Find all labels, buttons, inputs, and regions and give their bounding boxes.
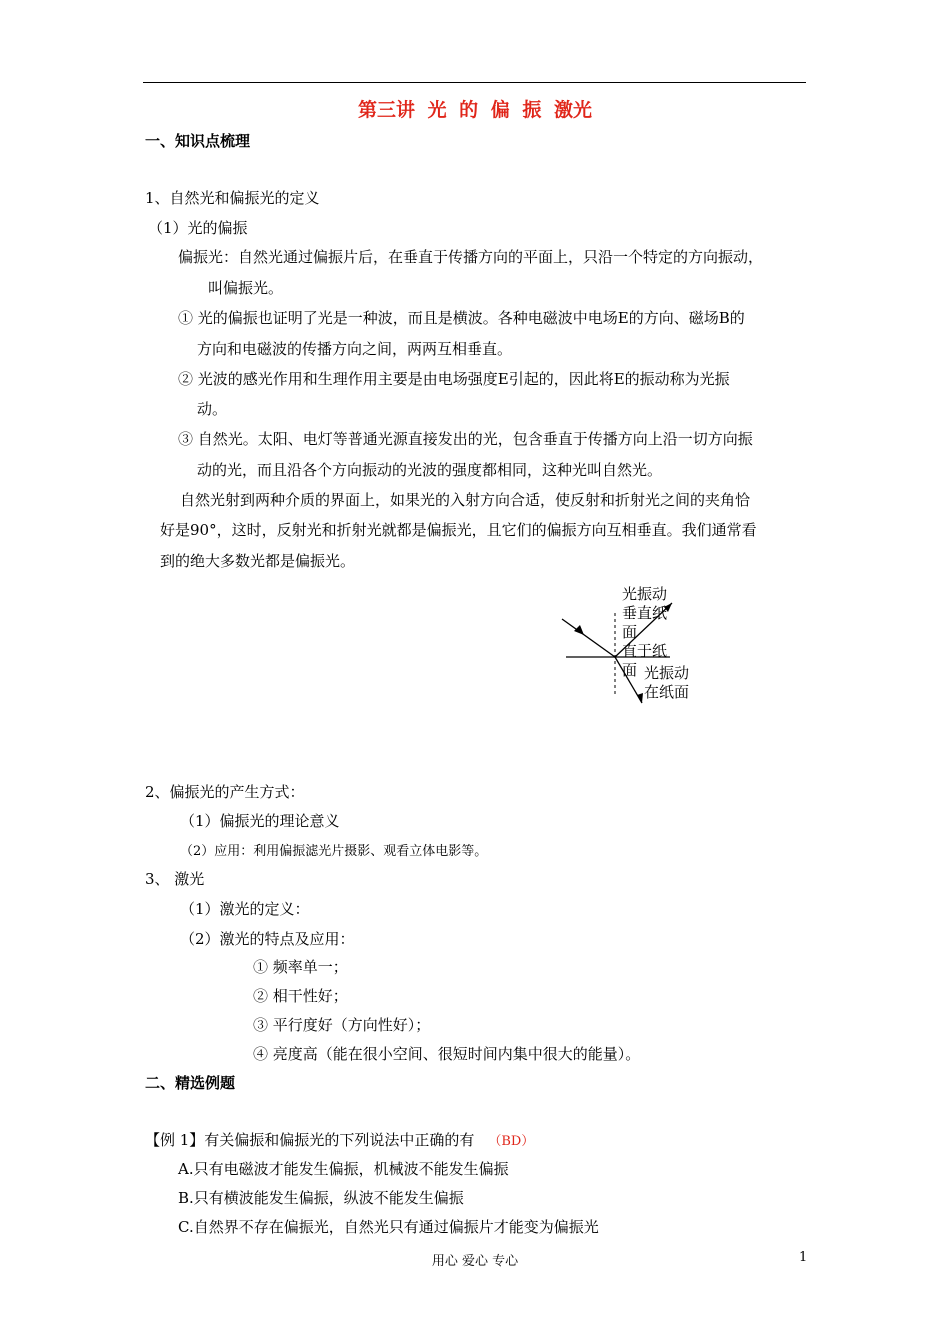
definition-line-2: 叫偏振光。 [208, 279, 284, 297]
natural-light-para-line-2: 好是90°，这时，反射光和折射光就都是偏振光，且它们的偏振方向互相垂直。我们通常看 [160, 521, 757, 539]
definition-line-1: 偏振光：自然光通过偏振片后，在垂直于传播方向的平面上，只沿一个特定的方向振动， [178, 248, 764, 266]
header-rule [143, 82, 806, 83]
example-1-stem: 【例 1】有关偏振和偏振光的下列说法中正确的有 [145, 1131, 475, 1149]
option-a: A.只有电磁波才能发生偏振，机械波不能发生偏振 [178, 1160, 509, 1178]
item-1-heading: 1、自然光和偏振光的定义 [145, 189, 320, 207]
label-perp-plane-2: 面 [622, 661, 638, 679]
point-1-line-2: 方向和电磁波的传播方向之间，两两互相垂直。 [197, 340, 513, 358]
option-c: C.自然界不存在偏振光，自然光只有通过偏振片才能变为偏振光 [178, 1218, 599, 1236]
example-1-answer: （BD） [488, 1134, 535, 1149]
item-3-heading: 3、 激光 [145, 870, 205, 888]
label-perp-plane: 直于纸 [622, 642, 668, 660]
natural-light-para-line-1: 自然光射到两种介质的界面上，如果光的入射方向合适，使反射和折射光之间的夹角恰 [180, 491, 751, 509]
laser-feature-3: ③ 平行度好（方向性好）； [253, 1016, 431, 1034]
label-refracted-in-plane: 在纸面 [644, 683, 690, 701]
refracted-arrow-icon [637, 693, 643, 703]
example-1-question [145, 1130, 534, 1152]
label-reflected-plane: 面 [622, 623, 638, 641]
point-2-line-1: ② 光波的感光作用和生理作用主要是由电场强度E引起的，因此将E的振动称为光振 [178, 370, 730, 388]
section-heading-examples: 二、精选例题 [145, 1074, 236, 1092]
item-2-sub-2: （2）应用：利用偏振滤光片摄影、观看立体电影等。 [180, 844, 488, 859]
point-1-line-1: ① 光的偏振也证明了光是一种波，而且是横波。各种电磁波中电场E的方向、磁场B的 [178, 309, 745, 327]
point-3-line-2: 动的光，而且沿各个方向振动的光波的强度都相同，这种光叫自然光。 [197, 461, 663, 479]
laser-feature-4: ④ 亮度高（能在很小空间、很短时间内集中很大的能量）。 [253, 1045, 641, 1063]
label-refracted-vibration: 光振动 [644, 664, 690, 682]
point-2-line-2: 动。 [197, 400, 228, 418]
option-b: B.只有横波能发生偏振，纵波不能发生偏振 [178, 1189, 464, 1207]
incident-arrow-icon [574, 625, 584, 635]
point-3-line-1: ③ 自然光。太阳、电灯等普通光源直接发出的光，包含垂直于传播方向上沿一切方向振 [178, 430, 753, 448]
subitem-polarization: （1）光的偏振 [148, 219, 248, 237]
label-reflected-perp: 垂直纸 [622, 604, 668, 622]
page-number: 1 [799, 1250, 808, 1265]
label-reflected-vibration: 光振动 [622, 585, 668, 603]
laser-feature-1: ① 频率单一； [253, 958, 348, 976]
natural-light-para-line-3: 到的绝大多数光都是偏振光。 [160, 552, 356, 570]
incident-ray [562, 619, 615, 657]
item-3-sub-1: （1）激光的定义： [180, 900, 310, 918]
reflection-refraction-diagram [560, 585, 720, 715]
item-2-sub-1: （1）偏振光的理论意义 [180, 812, 340, 830]
footer-motto: 用心 爱心 专心 [431, 1254, 519, 1269]
laser-feature-2: ② 相干性好； [253, 987, 348, 1005]
section-heading-knowledge: 一、知识点梳理 [145, 132, 251, 150]
item-3-sub-2: （2）激光的特点及应用： [180, 930, 355, 948]
item-2-heading: 2、偏振光的产生方式： [145, 783, 305, 801]
page-title: 第三讲 光 的 偏 振 激光 [357, 99, 593, 121]
